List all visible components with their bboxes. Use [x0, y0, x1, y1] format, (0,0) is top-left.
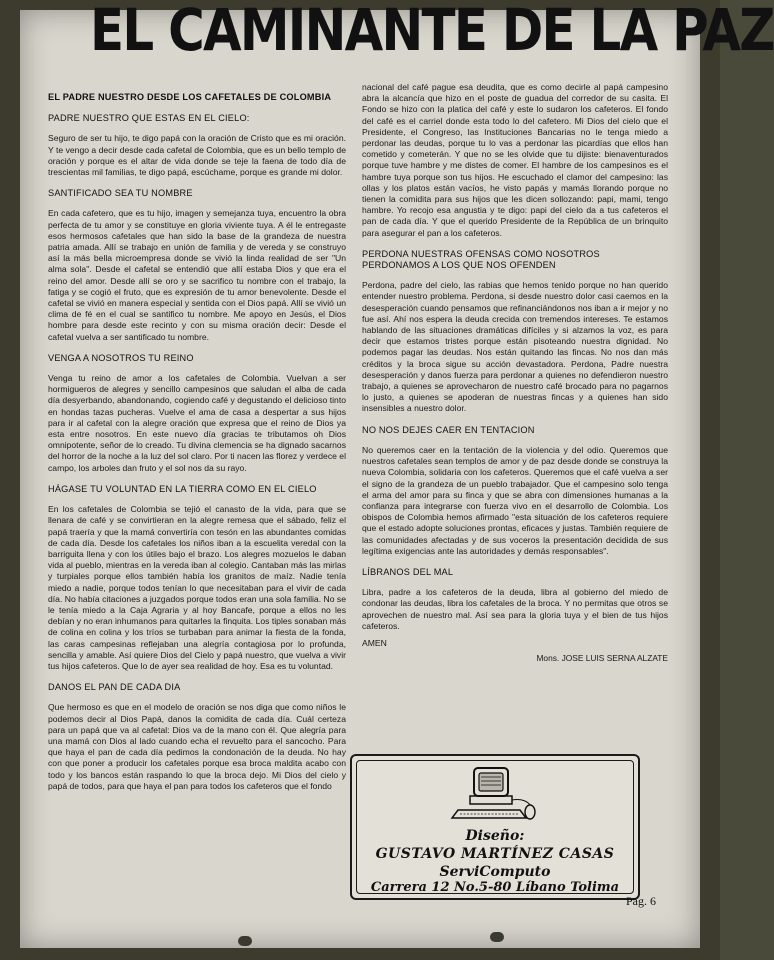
advertisement-box — [350, 754, 640, 900]
section-text: No queremos caer en la tentación de la violencia y del odio. Queremos que nuestros cafetales sean templos de amor y de paz desde donde se construya la nueva Colombia, solidaria con los cafeteros. Queremos que el café vuelva a ser el signo de la grandeza de un pueblo trabajador. Que el campesino solo tenga el arma del amor para su finca y que se abra con dimensiones humanas a la confianza para integrarse con fuerza vivo en el desarrollo de Colombia. Los obispos de Colombia hemos afirmado "esta situación de los cafeteros requiere que el estado adopte soluciones prontas, eficaces y justas. También requiere de las comunidades afectadas y de sus voceros la presentación decidida de sus legítima exigencias ante las autoridades y demás responsables". — [362, 444, 668, 556]
masthead-title: EL CAMINANTE DE LA PAZ — [90, 0, 774, 64]
continued-text: nacional del café pague esa deudita, que es como decirle al papá campesino abra la alcancía que hizo en el poste de guadua del corredor de su casita. El Fondo se hizo con la platica del café y este lo sudaron los cafeteros. El fondo del café es el carriel donde esta todo lo del cafetero. Mi Dios del cielo que el Presidente, el Congreso, las Instituciones Bancarias no le tenga miedo a perdonar las deudas, porque tu lo vas a perdonar las picardías que ellos han cometido y cometerán. Y que no se les olvide que tu dijiste: bienaventurados porque tuve hambre y me distes de comer. El hambre de los campesinos es el hambre tuya porque son tus hijos. He escuchado el clamor del campesino: las ollas y los platos están vacíos, he visto papás y mamás llorando porque no tienen la comidita para sus hijos que les dicen sollozando: papi, mami, tengo hambre. Yo recojo esa angustia y te digo: papi del cielo da a tus cafeteros el pan de cada día. Y que el querido Presidente de la República de un brinquito para asegurar el pan a los cafeteros. — [362, 82, 668, 238]
newspaper-page — [20, 0, 774, 948]
section-heading: DANOS EL PAN DE CADA DIA — [48, 682, 181, 693]
section-text: En los cafetales de Colombia se tejió el canasto de la vida, para que se llenara de café y se convirtieran en la alegre remesa que el sábado, feliz el papá traería y que la mamá convertiría con tesón en las abundantes comidas de cada día. Desde los cafetales los niños iban a la escuelita veredal con la barriguita llena y con los útiles bajo el brazo. Los alegres mozuelos le daban vida al pueblo, mientras en la vereda iban al colegio. Cantaban más las mirlas y turpiales porque ellos también había los granitos de maíz. Nadie tenía miedo a nadie, porque todos tenían lo que necesitaban para el vivir de cada día. No había citaciones a juzgados porque todos eran una sola familia. No se le tenía miedo a la Caja Agraria y al hoy Bancafe, porque a ellos no les debían y no eran inhumanos para quitarles la finquita. Los tiples sonaban más de colina en colina y los tríos se turbaban para animar la fiesta de la fonda, las caras campesinas reflejaban una alegría contagiosa por lo profunda, sencilla y amable. Así quiere Dios del Cielo y papá nuestro, que vuelva a vivir tus hijos cafeteros. Que lo de ayer sea realidad de hoy. Esa es tu voluntad. — [48, 504, 346, 671]
main-title: EL PADRE NUESTRO DESDE LOS CAFETALES DE COLOMBIA — [48, 92, 332, 102]
section-text: Venga tu reino de amor a los cafetales de Colombia. Vuelvan a ser hormigueros de alegres y sencillo campesinos que saludan el alba de cada día desyerbando, abandonando, cogiendo café y degustando el delicioso tinto en hondas tazas pucheras. Vuelve el ama de casa a despertar a sus hijos para ir al cafetal con la alegre oración que expresa que el reino de Dios ya esta entre nosotros. En este nuevo día gracias te tributamos oh Dios omnipotente, señor de lo creado. Tu divina clemencia se ha dignado sacarnos del horror de la noche a la luz del sol claro. Por ti nacen las florez y verdece el campo, los arboles dan fruto y el sol nos da su rayo. — [48, 373, 346, 473]
company-name: ServiComputo — [439, 864, 551, 880]
page-number: Pag. 6 — [626, 894, 656, 908]
section-heading: PADRE NUESTRO QUE ESTAS EN EL CIELO: — [48, 113, 250, 124]
company-address: Carrera 12 No.5-80 Líbano Tolima — [370, 880, 620, 895]
design-label: Diseño: — [465, 828, 525, 844]
section-heading: SANTIFICADO SEA TU NOMBRE — [48, 188, 193, 199]
section-text: En cada cafetero, que es tu hijo, imagen y semejanza tuya, encuentro la obra perfecta de tu amor y se constituye en gloria viviente tuya. A él le entregaste esos hermosos cafetales que han sido la base de la grandeza de nuestra patria amada. Allí se trabajo en unión de familia y de vereda y se construyo así la más bella microempresa donde se vivió la linda realidad de ser "Un alma sola". Desde el cafetal se entendió que allí estaba Dios y que era el reino del amor. Desde allí se oro y se sacrifico tu nombre con el trabajo, la fatiga y se cogió el fruto, que es expresión de tu amor benevolente. Desde el cafetal se vivió en manera especial y sentida con el Dios papá. Allí se vivió un clima de fé en el cual se santifico tu nombre. Me apoyo en Jesús, el Dios hombre para desde este recinto y con su misma oración decir: Desde el cafetal vuelva a ser santificado tu nombre. — [48, 208, 346, 342]
section-heading: NO NOS DEJES CAER EN TENTACION — [362, 424, 535, 435]
section-heading: HÁGASE TU VOLUNTAD EN LA TIERRA COMO EN EL CIELO — [48, 483, 317, 494]
section-heading: PERDONA NUESTRAS OFENSAS COMO NOSOTROS PERDONAMOS A LOS QUE NOS OFENDEN — [362, 248, 600, 271]
right-column — [362, 82, 668, 664]
binder-hole — [238, 936, 252, 946]
section-heading: LÍBRANOS DEL MAL — [362, 566, 454, 577]
designer-name: GUSTAVO MARTÍNEZ CASAS — [375, 846, 615, 862]
section-text: Perdona, padre del cielo, las rabias que hemos tenido porque no han querido entender nuestro problema. Perdona, si desde nuestro dolor casi caemos en la desesperación cuando pensamos que refinanciándonos nos iban a ir mejor y no fue así. Ahí nos espera la deuda crecida con tremendos intereses. Te estamos hablando de las situaciones dramáticas difíciles y si alzamos la voz, es para decir que estamos tristes porque están pisoteando nuestra dignidad. No podemos pagar las deudas. Nos están quitando las fincas. No nos dan más créditos y la broca sigue su acción devastadora. Perdona, Padre nuestra desesperación y danos fuerza para perdonar a quienes no defendieron nuestro trabajo, a quienes se aprovecharon de nuestro café brocado para no pagarnos lo justo, a quienes se apoderan de nuestras fincas y a quienes han sido insensibles a nuestro dolor. — [362, 280, 668, 414]
amen-text: AMEN — [362, 637, 387, 648]
left-column — [48, 82, 346, 798]
section-heading: VENGA A NOSOTROS TU REINO — [48, 352, 194, 363]
binder-hole — [490, 932, 504, 942]
section-text: Libra, padre a los cafeteros de la deuda, libra al gobierno del miedo de condonar las deudas, libra los cafetales de la broca. Y no permitas que otros se aprovechen de nuestro mal. Así sea para la gloria tuya y el bien de tus hijos cafeteros. — [362, 587, 668, 631]
computer-icon — [448, 764, 538, 824]
section-text: Que hermoso es que en el modelo de oración se nos diga que como niños le podemos decir al Dios Papá, danos la comidita de cada día. Cuál certeza para un papá que va al cafetal: Dios va de la mano con él. Que alegría para una mamá con Dios al lado cuando echa el revuelto para el sancocho. Para que haya el pan de cada día pedimos la condonación de la deuda. No hay con que poner a producir los cafetales porque esa broca maldita acabo con todo y los bancos están raspando lo que la broca dejo. Mi Dios del cielo y papá de todos, para que haya el pan para todos los cafeteros que el fondo — [48, 702, 346, 791]
section-text: Seguro de ser tu hijo, te digo papá con la oración de Cristo que es mi oración. Y te vengo a decir desde cada cafetal de Colombia, que es un bello templo de oración y porque es el altar de vida donde se teje la faena de todo día de trescientas mil familias, te digo papá, escúchame, porque es grande mi dolor. — [48, 133, 346, 178]
signature: Mons. JOSE LUIS SERNA ALZATE — [536, 653, 668, 664]
